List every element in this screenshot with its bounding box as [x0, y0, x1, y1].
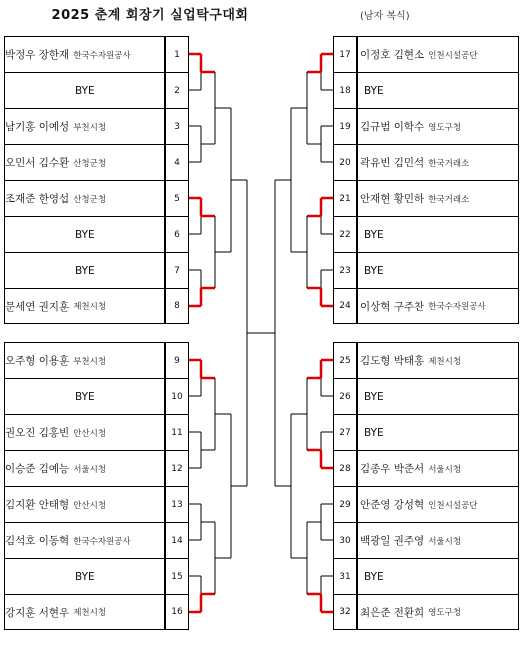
entry-names: 남기홍 이예성 [5, 121, 70, 133]
entry-names: BYE [75, 264, 95, 277]
entry-club: 서울시청 [428, 536, 462, 547]
entry-names: 문세연 권지훈 [5, 300, 70, 313]
draw-seed-number: 18 [333, 72, 357, 108]
draw-seed-number: 8 [165, 288, 189, 324]
entry-club: 인천시설공단 [428, 50, 478, 61]
entry-club: 영도구청 [428, 122, 462, 133]
draw-seed-number: 17 [333, 36, 357, 72]
draw-seed-number: 2 [165, 72, 189, 108]
draw-seed-number: 16 [165, 594, 189, 630]
entry-names: 권오진 김홍빈 [5, 427, 70, 439]
entry-names: BYE [364, 390, 384, 403]
draw-seed-number: 1 [165, 36, 189, 72]
entry-names: 박정우 장한재 [5, 49, 70, 61]
draw-seed-number: 4 [165, 144, 189, 180]
entry-names: 조재준 한영섭 [5, 193, 70, 205]
entry-names: 김종우 박준서 [360, 463, 425, 475]
draw-seed-number: 30 [333, 522, 357, 558]
event-subtitle: (남자 복식) [360, 11, 410, 22]
draw-seed-number: 19 [333, 108, 357, 144]
draw-seed-number: 6 [165, 216, 189, 252]
entry-names: BYE [364, 426, 384, 439]
entry-names: BYE [364, 264, 384, 277]
entry-club: 안산시청 [73, 428, 107, 439]
draw-seed-number: 26 [333, 378, 357, 414]
entry-names: 백광일 권주영 [360, 535, 425, 547]
entry-names: 안준영 강성혁 [360, 499, 425, 511]
entry-names: 김지환 안태형 [5, 499, 70, 511]
entry-names: 이상혁 구주찬 [360, 300, 425, 313]
draw-seed-number: 12 [165, 450, 189, 486]
entry-club: 제천시청 [73, 302, 107, 312]
draw-seed-number: 22 [333, 216, 357, 252]
entry-names: BYE [75, 84, 95, 97]
entry-club: 산청군청 [73, 158, 107, 169]
entry-names: 곽유빈 김민석 [360, 157, 425, 169]
entry-club: 한국거래소 [428, 194, 470, 205]
entry-club: 한국수자원공사 [428, 302, 486, 312]
draw-seed-number: 20 [333, 144, 357, 180]
entry-names: BYE [75, 390, 95, 403]
entry-names: BYE [364, 570, 384, 583]
entry-names: 이정호 김현소 [360, 49, 425, 61]
entry-club: 한국수자원공사 [73, 536, 131, 547]
draw-seed-number: 24 [333, 288, 357, 324]
entry-club: 제천시청 [428, 356, 462, 367]
entry-names: 김석호 이동혁 [5, 535, 70, 547]
entry-names: 강지훈 서현우 [5, 606, 70, 619]
entry-names: 오민서 김수환 [5, 157, 70, 169]
draw-seed-number: 31 [333, 558, 357, 594]
entry-club: 안산시청 [73, 500, 107, 511]
entry-names: 오주형 이용훈 [5, 355, 70, 367]
draw-seed-number: 3 [165, 108, 189, 144]
draw-seed-number: 15 [165, 558, 189, 594]
draw-seed-number: 7 [165, 252, 189, 288]
draw-seed-number: 25 [333, 342, 357, 378]
entry-club: 부천시청 [73, 122, 107, 133]
entry-club: 서울시청 [73, 464, 107, 475]
entry-club: 산청군청 [73, 194, 107, 205]
draw-seed-number: 27 [333, 414, 357, 450]
entry-names: 이승준 김예능 [5, 463, 70, 475]
draw-seed-number: 23 [333, 252, 357, 288]
entry-names: BYE [75, 228, 95, 241]
draw-seed-number: 5 [165, 180, 189, 216]
entry-club: 부천시청 [73, 356, 107, 367]
entry-names: 김규범 이학수 [360, 121, 425, 133]
draw-seed-number: 32 [333, 594, 357, 630]
entry-club: 영도구청 [428, 608, 462, 618]
draw-seed-number: 11 [165, 414, 189, 450]
draw-seed-number: 9 [165, 342, 189, 378]
entry-club: 한국수자원공사 [73, 50, 131, 61]
entry-club: 한국거래소 [428, 158, 470, 169]
entry-names: 안재현 황민하 [360, 193, 425, 205]
draw-seed-number: 10 [165, 378, 189, 414]
entry-names: 김도형 박태홍 [360, 355, 425, 367]
draw-seed-number: 14 [165, 522, 189, 558]
entry-club: 인천시설공단 [428, 500, 478, 511]
entry-names: BYE [364, 228, 384, 241]
page-title: 2025 춘계 회장기 실업탁구대회 [51, 8, 249, 23]
draw-seed-number: 29 [333, 486, 357, 522]
draw-seed-number: 13 [165, 486, 189, 522]
entry-club: 서울시청 [428, 464, 462, 475]
draw-seed-number: 28 [333, 450, 357, 486]
entry-names: BYE [364, 84, 384, 97]
entry-names: 최은준 전환희 [360, 606, 425, 619]
entry-club: 제천시청 [73, 608, 107, 618]
entry-names: BYE [75, 570, 95, 583]
draw-seed-number: 21 [333, 180, 357, 216]
